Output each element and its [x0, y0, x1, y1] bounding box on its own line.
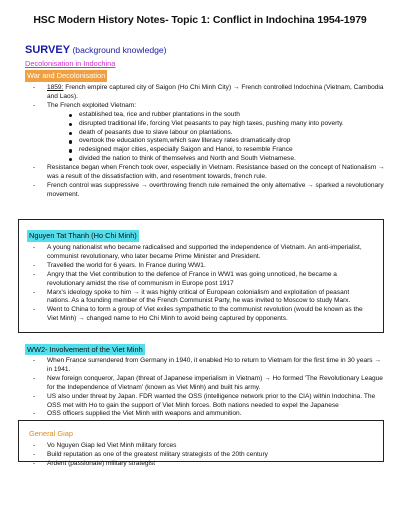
survey-label: SURVEY [25, 44, 71, 56]
ww2-item: - US also under threat by Japan. FDR wanted the OSS (intelligence network prior to the CIA) within Indochina. The OSS met with Ho to gain the support of Viet Minh forces. Both nations needed to expel the Japanese [25, 393, 385, 411]
war-item: - The French exploited Vietnam: [25, 102, 385, 111]
giap-heading: General Giap [29, 429, 73, 438]
giap-item: - Build reputation as one of the greatest military strategists of the 20th century [19, 451, 371, 460]
giap-box [18, 420, 384, 467]
ww2-item: - OSS officers supplied the Viet Minh with weapons and ammunition. [25, 410, 385, 419]
nguyen-heading: Nguyen Tat Thanh (Ho Chi Minh) [29, 231, 137, 240]
nguyen-list [19, 244, 371, 324]
nguyen-box [18, 219, 384, 333]
page-title: HSC Modern History Notes- Topic 1: Conflict in Indochina 1954-1979 [33, 14, 367, 26]
nguyen-item: - Marx's ideology spoke to him → it was highly critical of European colonialism and exploitation of peasant nations. As a founding member of the French Communist Party, he was invited to Moscow to study Marx. [19, 289, 371, 307]
ww2-item: - New foreign conqueror, Japan (threat of Japanese imperialism in Vietnam) → Ho formed 'The Revolutionary League for the Independence of Vietnam' (known as Viet Minh) and built his army. [25, 375, 385, 393]
war-heading: War and Decolonisation [27, 71, 106, 80]
nguyen-item: - Angry that the Viet contribution to the defence of France in WW1 was going unnoticed, he became a revolutionary amidst the rise of communism in Europe post 1917 [19, 271, 371, 289]
exploitation-point: established tea, rice and rubber plantations in the south [25, 111, 385, 120]
ww2-item: - When France surrendered from Germany in 1940, it enabled Ho to return to Vietnam for the first time in 30 years → in 1941. [25, 357, 385, 375]
nguyen-item: - Travelled the world for 6 years. In France during WW1. [19, 262, 371, 271]
giap-item: - Ardent (passionate) military strategist [19, 460, 371, 469]
ww2-heading [25, 345, 145, 355]
survey-heading [25, 44, 167, 56]
exploitation-point: death of peasants due to slave labour on plantations. [25, 129, 385, 138]
nguyen-item: - A young nationalist who became radicalised and supported the independence of Vietnam. An anti-imperialist, communist revolutionary, who later became Prime Minister and President. [19, 244, 371, 262]
exploitation-point: redesigned major cities, especially Saigon and Hanoi, to resemble France [25, 146, 385, 155]
decolonisation-heading: Decolonisation in Indochina [25, 59, 116, 68]
exploitation-point: disrupted traditional life, forcing Viet peasants to pay high taxes, pushing many into poverty. [25, 120, 385, 129]
survey-note: (background knowledge) [72, 45, 167, 55]
giap-list [19, 442, 371, 469]
war-item-text: French empire captured city of Saigon (Ho Chi Minh City) → French controlled Indochina (Vietnam, Cambodia and Laos). [47, 84, 384, 100]
ww2-heading-text: WW2- Involvement of the Viet Minh [27, 345, 143, 354]
war-item-year: 1859: [47, 84, 64, 91]
exploitation-point: overtook the education system,which saw literacy rates dramatically drop [25, 137, 385, 146]
war-item: - Resistance began when French took over, especially in Vietnam. Resistance based on the concept of Nationalism → was a result of the dissatisfaction with, and resentment towards, french rule. [25, 164, 385, 182]
war-item: - French control was suppressive → overthrowing french rule remained the only alternative → sparked a revolutionary movement. [25, 182, 385, 200]
exploitation-point: divided the nation to think of themselves and North and South Vietnamese. [25, 155, 385, 164]
ww2-section [25, 357, 385, 419]
war-section [25, 84, 385, 200]
giap-item: - Vo Nguyen Giap led Viet Minh military forces [19, 442, 371, 451]
nguyen-item: - Went to China to form a group of Viet exiles sympathetic to the communist revolution (would be known as the Viet Minh) → changed name to Ho Chi Minh to avoid being captured by opponents. [19, 306, 371, 324]
war-item [25, 84, 385, 102]
